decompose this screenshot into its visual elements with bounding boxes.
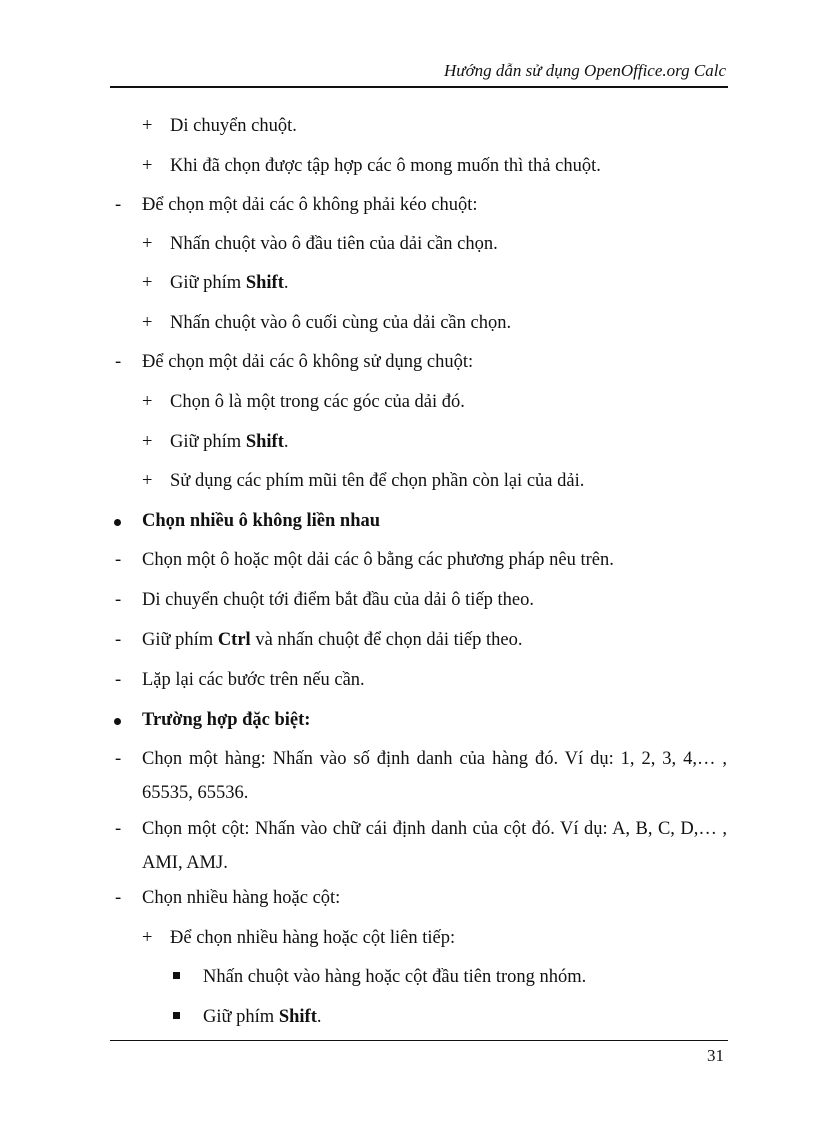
dash-marker: - — [115, 550, 122, 570]
dash-marker: - — [115, 670, 122, 690]
key-name: Ctrl — [217, 630, 251, 650]
plus-marker: + — [142, 392, 153, 412]
list-item: Khi đã chọn được tập hợp các ô mong muốn thì thả chuột. — [170, 156, 601, 176]
plus-marker: + — [142, 471, 153, 491]
plus-marker: + — [142, 116, 153, 136]
square-bullet-icon — [173, 1012, 180, 1019]
list-item: Sử dụng các phím mũi tên để chọn phần còn lại của dải. — [170, 471, 585, 491]
list-item: Để chọn nhiều hàng hoặc cột liên tiếp: — [170, 928, 456, 948]
key-name: Shift — [245, 273, 284, 293]
square-bullet-icon — [173, 972, 180, 979]
dash-marker: - — [115, 749, 122, 769]
dash-marker: - — [115, 590, 122, 610]
plus-marker: + — [142, 432, 153, 452]
list-item: Nhấn chuột vào ô đầu tiên của dải cần chọn. — [170, 234, 498, 254]
dash-marker: - — [115, 630, 122, 650]
list-item: Chọn một cột: Nhấn vào chữ cái định danh của cột đó. Ví dụ: A, B, C, D,… , AMI, AMJ. — [142, 819, 727, 873]
list-item: Chọn một ô hoặc một dải các ô bằng các phương pháp nêu trên. — [142, 550, 614, 570]
section-heading: Chọn nhiều ô không liền nhau — [142, 511, 381, 531]
header-rule — [110, 86, 728, 88]
plus-marker: + — [142, 313, 153, 333]
list-item: Giữ phím Shift. — [170, 432, 289, 452]
bullet-dot-icon — [114, 519, 121, 526]
plus-marker: + — [142, 156, 153, 176]
key-name: Shift — [278, 1007, 317, 1027]
page-number: 31 — [707, 1046, 724, 1065]
list-item: Để chọn một dải các ô không sử dụng chuột: — [142, 352, 474, 372]
list-item: Di chuyển chuột tới điểm bắt đầu của dải ô tiếp theo. — [142, 590, 535, 610]
footer-rule — [110, 1040, 728, 1041]
plus-marker: + — [142, 273, 153, 293]
list-item: Lặp lại các bước trên nếu cần. — [142, 670, 365, 690]
list-item: Để chọn một dải các ô không phải kéo chuột: — [142, 195, 478, 215]
plus-marker: + — [142, 234, 153, 254]
list-item: Giữ phím Shift. — [203, 1007, 322, 1027]
plus-marker: + — [142, 928, 153, 948]
list-item: Giữ phím Ctrl và nhấn chuột để chọn dải tiếp theo. — [142, 630, 523, 650]
list-item: Giữ phím Shift. — [170, 273, 289, 293]
dash-marker: - — [115, 888, 122, 908]
bullet-dot-icon — [114, 718, 121, 725]
dash-marker: - — [115, 195, 122, 215]
list-item: Nhấn chuột vào ô cuối cùng của dải cần chọn. — [170, 313, 512, 333]
key-name: Shift — [245, 432, 284, 452]
section-heading: Trường hợp đặc biệt: — [142, 710, 311, 730]
list-item: Chọn nhiều hàng hoặc cột: — [142, 888, 341, 908]
list-item: Chọn ô là một trong các góc của dải đó. — [170, 392, 465, 412]
dash-marker: - — [115, 819, 122, 839]
list-item: Nhấn chuột vào hàng hoặc cột đầu tiên trong nhóm. — [203, 967, 587, 987]
running-header: Hướng dẫn sử dụng OpenOffice.org Calc — [444, 61, 726, 80]
list-item: Di chuyển chuột. — [170, 116, 297, 136]
list-item: Chọn một hàng: Nhấn vào số định danh của hàng đó. Ví dụ: 1, 2, 3, 4,… , 65535, 65536. — [142, 749, 727, 803]
dash-marker: - — [115, 352, 122, 372]
